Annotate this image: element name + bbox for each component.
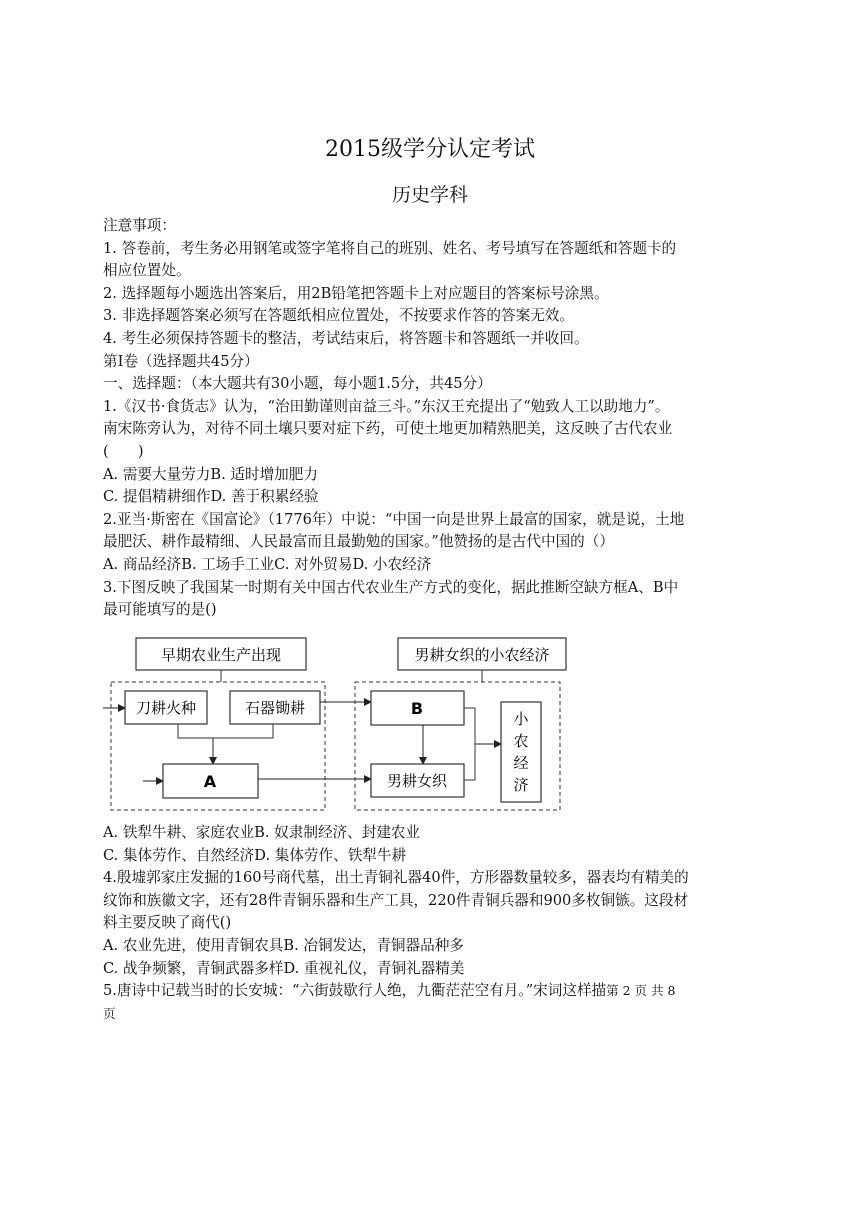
box-a-label: A [203,772,217,791]
stone-hoe-label: 石器锄耕 [244,699,306,717]
question-4: 纹饰和族徽文字，还有28件青铜乐器和生产工具，220件青铜兵器和900多枚铜镞。这段材 [103,891,689,909]
questions-continued [103,822,763,1025]
section-heading: 第Ⅰ卷（选择题共45分） [103,352,259,370]
page-footer: 第 2 页 共 8 [606,983,676,999]
side-char: 经 [513,754,529,772]
question-1: 南宋陈旁认为，对待不同土壤只要对症下药，可使土地更加精熟肥美，这反映了古代农业 [103,420,673,438]
question-2: 最肥沃、耕作最精细、人民最富而且最勤勉的国家。”他赞扬的是古代中国的（） [103,533,614,551]
question-4-options: A. 农业先进，使用青铜农具B. 冶铜发达，青铜器品种多 [103,936,464,954]
text-line: 2. 选择题每小题选出答案后，用2B铅笔把答题卡上对应题目的答案标号涂黑。 [103,284,609,302]
slash-and-burn-label: 刀耕火种 [135,699,197,717]
question-1: ( ) [103,442,144,460]
exam-subject: 历史学科 [391,184,468,206]
question-1-options: A. 需要大量劳力B. 适时增加肥力 [103,465,318,483]
instructions-and-questions [103,215,763,622]
question-4-options: C. 战争频繁，青铜武器多样D. 重视礼仪，青铜礼器精美 [103,959,465,977]
male-farm-female-weave-label: 男耕女织 [386,772,448,790]
question-3: 3.下图反映了我国某一时期有关中国古代农业生产方式的变化，据此推断空缺方框A、B中 [103,578,679,596]
question-3-options: A. 铁犁牛耕、家庭农业B. 奴隶制经济、封建农业 [103,824,421,841]
agriculture-flow-diagram [103,630,573,815]
text-line: 3. 非选择题答案必须写在答题纸相应位置处，不按要求作答的答案无效。 [103,307,574,325]
question-3-options: C. 集体劳作、自然经济D. 集体劳作、铁犁牛耕 [103,846,407,864]
question-5 [103,980,763,1003]
question-2-options: A. 商品经济B. 工场手工业C. 对外贸易D. 小农经济 [103,555,432,573]
text-line: 相应位置处。 [103,262,191,280]
section-heading: 一、选择题：（本大题共有30小题，每小题1.5分，共45分） [103,375,492,393]
box-b-label: B [410,699,424,718]
xiaonong-economy-label: 男耕女织的小农经济 [414,646,550,664]
page-footer-end: 页 [103,1005,116,1021]
side-char: 小 [513,710,529,728]
side-char: 农 [513,732,529,750]
text-line: 4. 考生必须保持答题卡的整洁，考试结束后，将答题卡和答题纸一并收回。 [103,329,589,347]
text-line: 注意事项： [103,217,176,234]
early-agriculture-label: 早期农业生产出现 [160,646,282,664]
question-4: 料主要反映了商代() [103,914,232,932]
text-line: 1. 答卷前，考生务必用钢笔或签字笔将自己的班别、姓名、考号填写在答题纸和答题卡的 [103,239,677,257]
exam-title: 2015级学分认定考试 [325,137,535,162]
question-4: 4.殷墟郭家庄发掘的160号商代墓，出土青铜礼器40件，方形器数量较多，器表均有精美的 [103,869,689,887]
side-char: 济 [513,776,529,794]
question-1: 1.《汉书·食货志》认为，“治田勤谨则亩益三斗。”东汉王充提出了“勉致人工以助地力”。 [103,397,670,415]
question-5-text: 5.唐诗中记载当时的长安城：“六街鼓歇行人绝，九衢茫茫空有月。”宋词这样描 [103,982,607,1000]
question-3: 最可能填写的是() [103,601,217,619]
question-1-options: C. 提倡精耕细作D. 善于积累经验 [103,488,319,506]
question-2: 2.亚当·斯密在《国富论》（1776年）中说：“中国一向是世界上最富的国家，就是说，土地 [103,510,685,528]
